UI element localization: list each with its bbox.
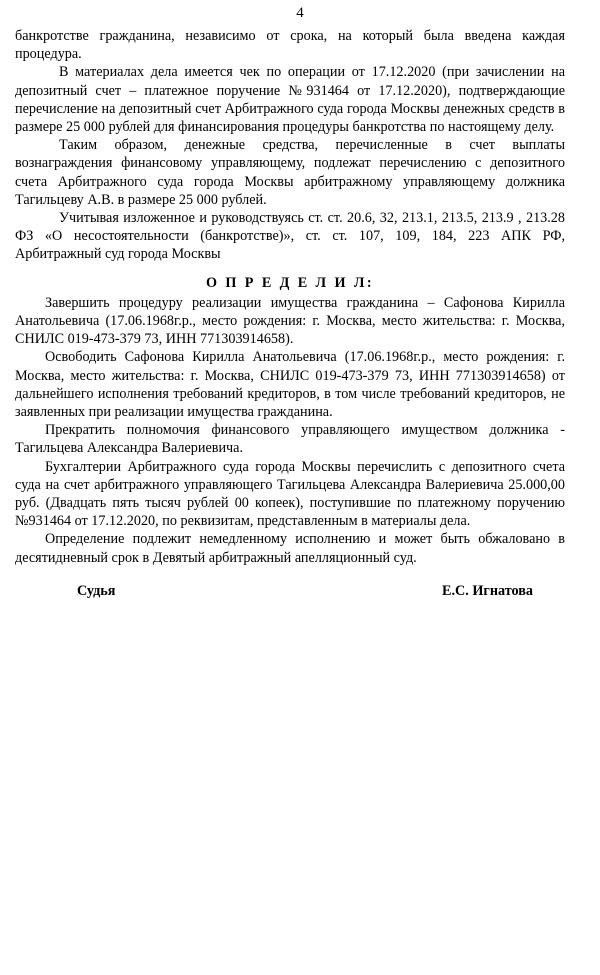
resolution-complete-procedure: Завершить процедуру реализации имущества гражданина – Сафонова Кирилла Анатольевича (17.06.1968г.р., место рождения: г. Москва, место жительства: г. Москва, СНИЛС 019-473-379 73, ИНН 771303914658).: [15, 294, 565, 348]
decision-heading: О П Р Е Д Е Л И Л:: [206, 274, 374, 291]
resolution-section: [15, 294, 565, 567]
paragraph-payment-receipt: В материалах дела имеется чек по операции от 17.12.2020 (при зачислении на депозитный счет – платежное поручение №931464 от 17.12.2020), подтверждающие перечисление на депозитный счет Арбитражного суда города Москвы денежных средств в размере 25 000 рублей для финансирования процедуры банкротства по настоящему делу.: [15, 64, 565, 136]
signature-block: [0, 583, 600, 603]
page-number: 4: [296, 5, 304, 21]
paragraph-continuation: банкротстве гражданина, независимо от срока, на который была введена каждая процедура.: [15, 28, 565, 63]
signature-name: Е.С. Игнатова: [442, 583, 534, 599]
paragraph-funds-transfer: Таким образом, денежные средства, перечисленные в счет выплаты вознаграждения финансовому управляющему, подлежат перечислению с депозитного счета Арбитражного суда города Москвы арбитражному управляющему должника Тагильцеву А.В. в размере 25 000 рублей.: [15, 137, 565, 208]
resolution-accounting-transfer: Бухгалтерии Арбитражного суда города Москвы перечислить с депозитного счета суда на счет арбитражного управляющего Тагильцева Александра Валериевича 25.000,00 руб. (Двадцать пять тысяч рублей 00 копеек), поступившие по платежному поручению №931464 от 17.12.2020, по реквизитам, представленным в материалы дела.: [15, 458, 565, 530]
signature-title: Судья: [77, 583, 116, 599]
resolution-terminate-powers: Прекратить полномочия финансового управляющего имуществом должника - Тагильцева Александра Валериевича.: [15, 422, 565, 457]
resolution-appeal-notice: Определение подлежит немедленному исполнению и может быть обжаловано в десятидневный срок в Девятый арбитражный апелляционный суд.: [15, 531, 565, 566]
document-body: [15, 27, 565, 567]
resolution-release-debtor: Освободить Сафонова Кирилла Анатольевича (17.06.1968г.р., место рождения: г. Москва, место жительства: г. Москва, СНИЛС 019-473-379 73, ИНН 771303914658) от дальнейшего исполнения требований кредиторов, в том числе требований кредиторов, не заявленных при реализации имущества гражданина.: [15, 349, 565, 421]
paragraph-legal-basis: Учитывая изложенное и руководствуясь ст. ст. 20.6, 32, 213.1, 213.5, 213.9 , 213.28 ФЗ «О несостоятельности (банкротстве)», ст. ст. 107, 109, 184, 223 АПК РФ, Арбитражный суд города Москвы: [15, 210, 565, 263]
